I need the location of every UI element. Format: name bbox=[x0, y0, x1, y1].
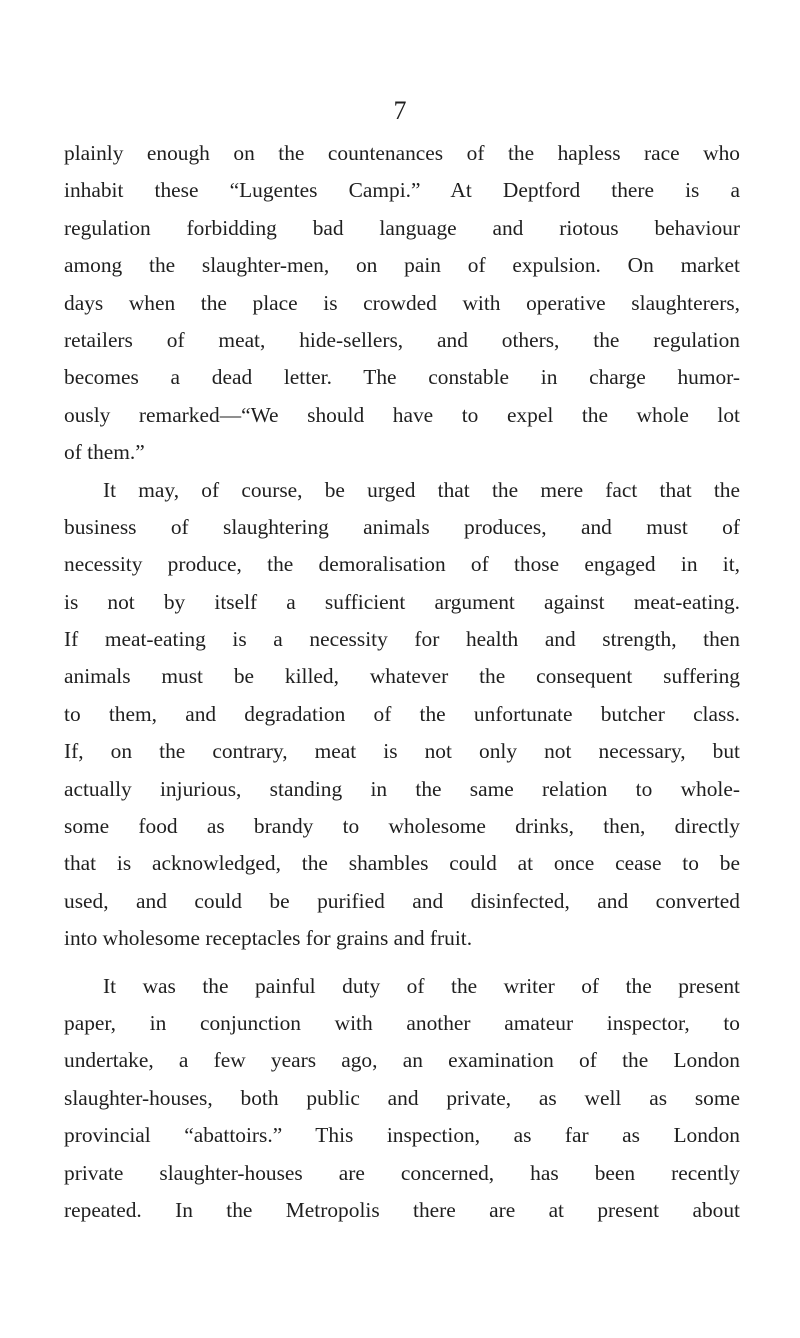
text-line: of them.” bbox=[64, 440, 145, 465]
paragraph-3 bbox=[64, 968, 740, 1230]
text-line: actually injurious, standing in the same relation to whole- bbox=[64, 776, 740, 801]
text-line: among the slaughter-men, on pain of expulsion. On market bbox=[64, 253, 740, 278]
text-line: ously remarked—“We should have to expel the whole lot bbox=[64, 402, 740, 427]
text-line: to them, and degradation of the unfortunate butcher class. bbox=[64, 701, 740, 726]
text-line: days when the place is crowded with operative slaughterers, bbox=[64, 290, 740, 315]
text-line: animals must be killed, whatever the consequent suffering bbox=[64, 664, 740, 689]
text-line: If meat-eating is a necessity for health and strength, then bbox=[64, 627, 740, 652]
text-line: It was the painful duty of the writer of the present bbox=[103, 973, 740, 998]
paragraph-spacer bbox=[64, 958, 740, 968]
text-line: paper, in conjunction with another amateur inspector, to bbox=[64, 1010, 740, 1035]
text-line: plainly enough on the countenances of the hapless race who bbox=[64, 141, 740, 165]
text-line: slaughter-houses, both public and private, as well as some bbox=[64, 1085, 740, 1110]
text-line: undertake, a few years ago, an examination of the London bbox=[64, 1048, 740, 1073]
text-line: repeated. In the Metropolis there are at present about bbox=[64, 1197, 740, 1222]
text-line: If, on the contrary, meat is not only not necessary, but bbox=[64, 739, 740, 764]
text-line: into wholesome receptacles for grains and fruit. bbox=[64, 926, 473, 951]
text-line: used, and could be purified and disinfected, and converted bbox=[64, 888, 740, 913]
body-text bbox=[64, 135, 740, 1229]
text-line: It may, of course, be urged that the mere fact that the bbox=[103, 477, 740, 502]
paragraph-1 bbox=[64, 135, 740, 472]
text-line: business of slaughtering animals produces, and must of bbox=[64, 514, 740, 539]
text-line: some food as brandy to wholesome drinks, then, directly bbox=[64, 814, 740, 839]
text-line: regulation forbidding bad language and riotous behaviour bbox=[64, 215, 740, 240]
text-line: necessity produce, the demoralisation of those engaged in it, bbox=[64, 552, 740, 577]
text-line: that is acknowledged, the shambles could at once cease to be bbox=[64, 851, 740, 876]
text-line: provincial “abattoirs.” This inspection, as far as London bbox=[64, 1123, 740, 1148]
page-number: 7 bbox=[393, 96, 407, 125]
paragraph-2 bbox=[64, 472, 740, 958]
text-line: private slaughter-houses are concerned, has been recently bbox=[64, 1160, 740, 1185]
text-line: retailers of meat, hide-sellers, and others, the regulation bbox=[64, 327, 740, 352]
text-line: is not by itself a sufficient argument against meat-eating. bbox=[64, 589, 740, 614]
text-line: becomes a dead letter. The constable in charge humor- bbox=[64, 365, 740, 390]
text-line: inhabit these “Lugentes Campi.” At Deptford there is a bbox=[64, 178, 740, 203]
